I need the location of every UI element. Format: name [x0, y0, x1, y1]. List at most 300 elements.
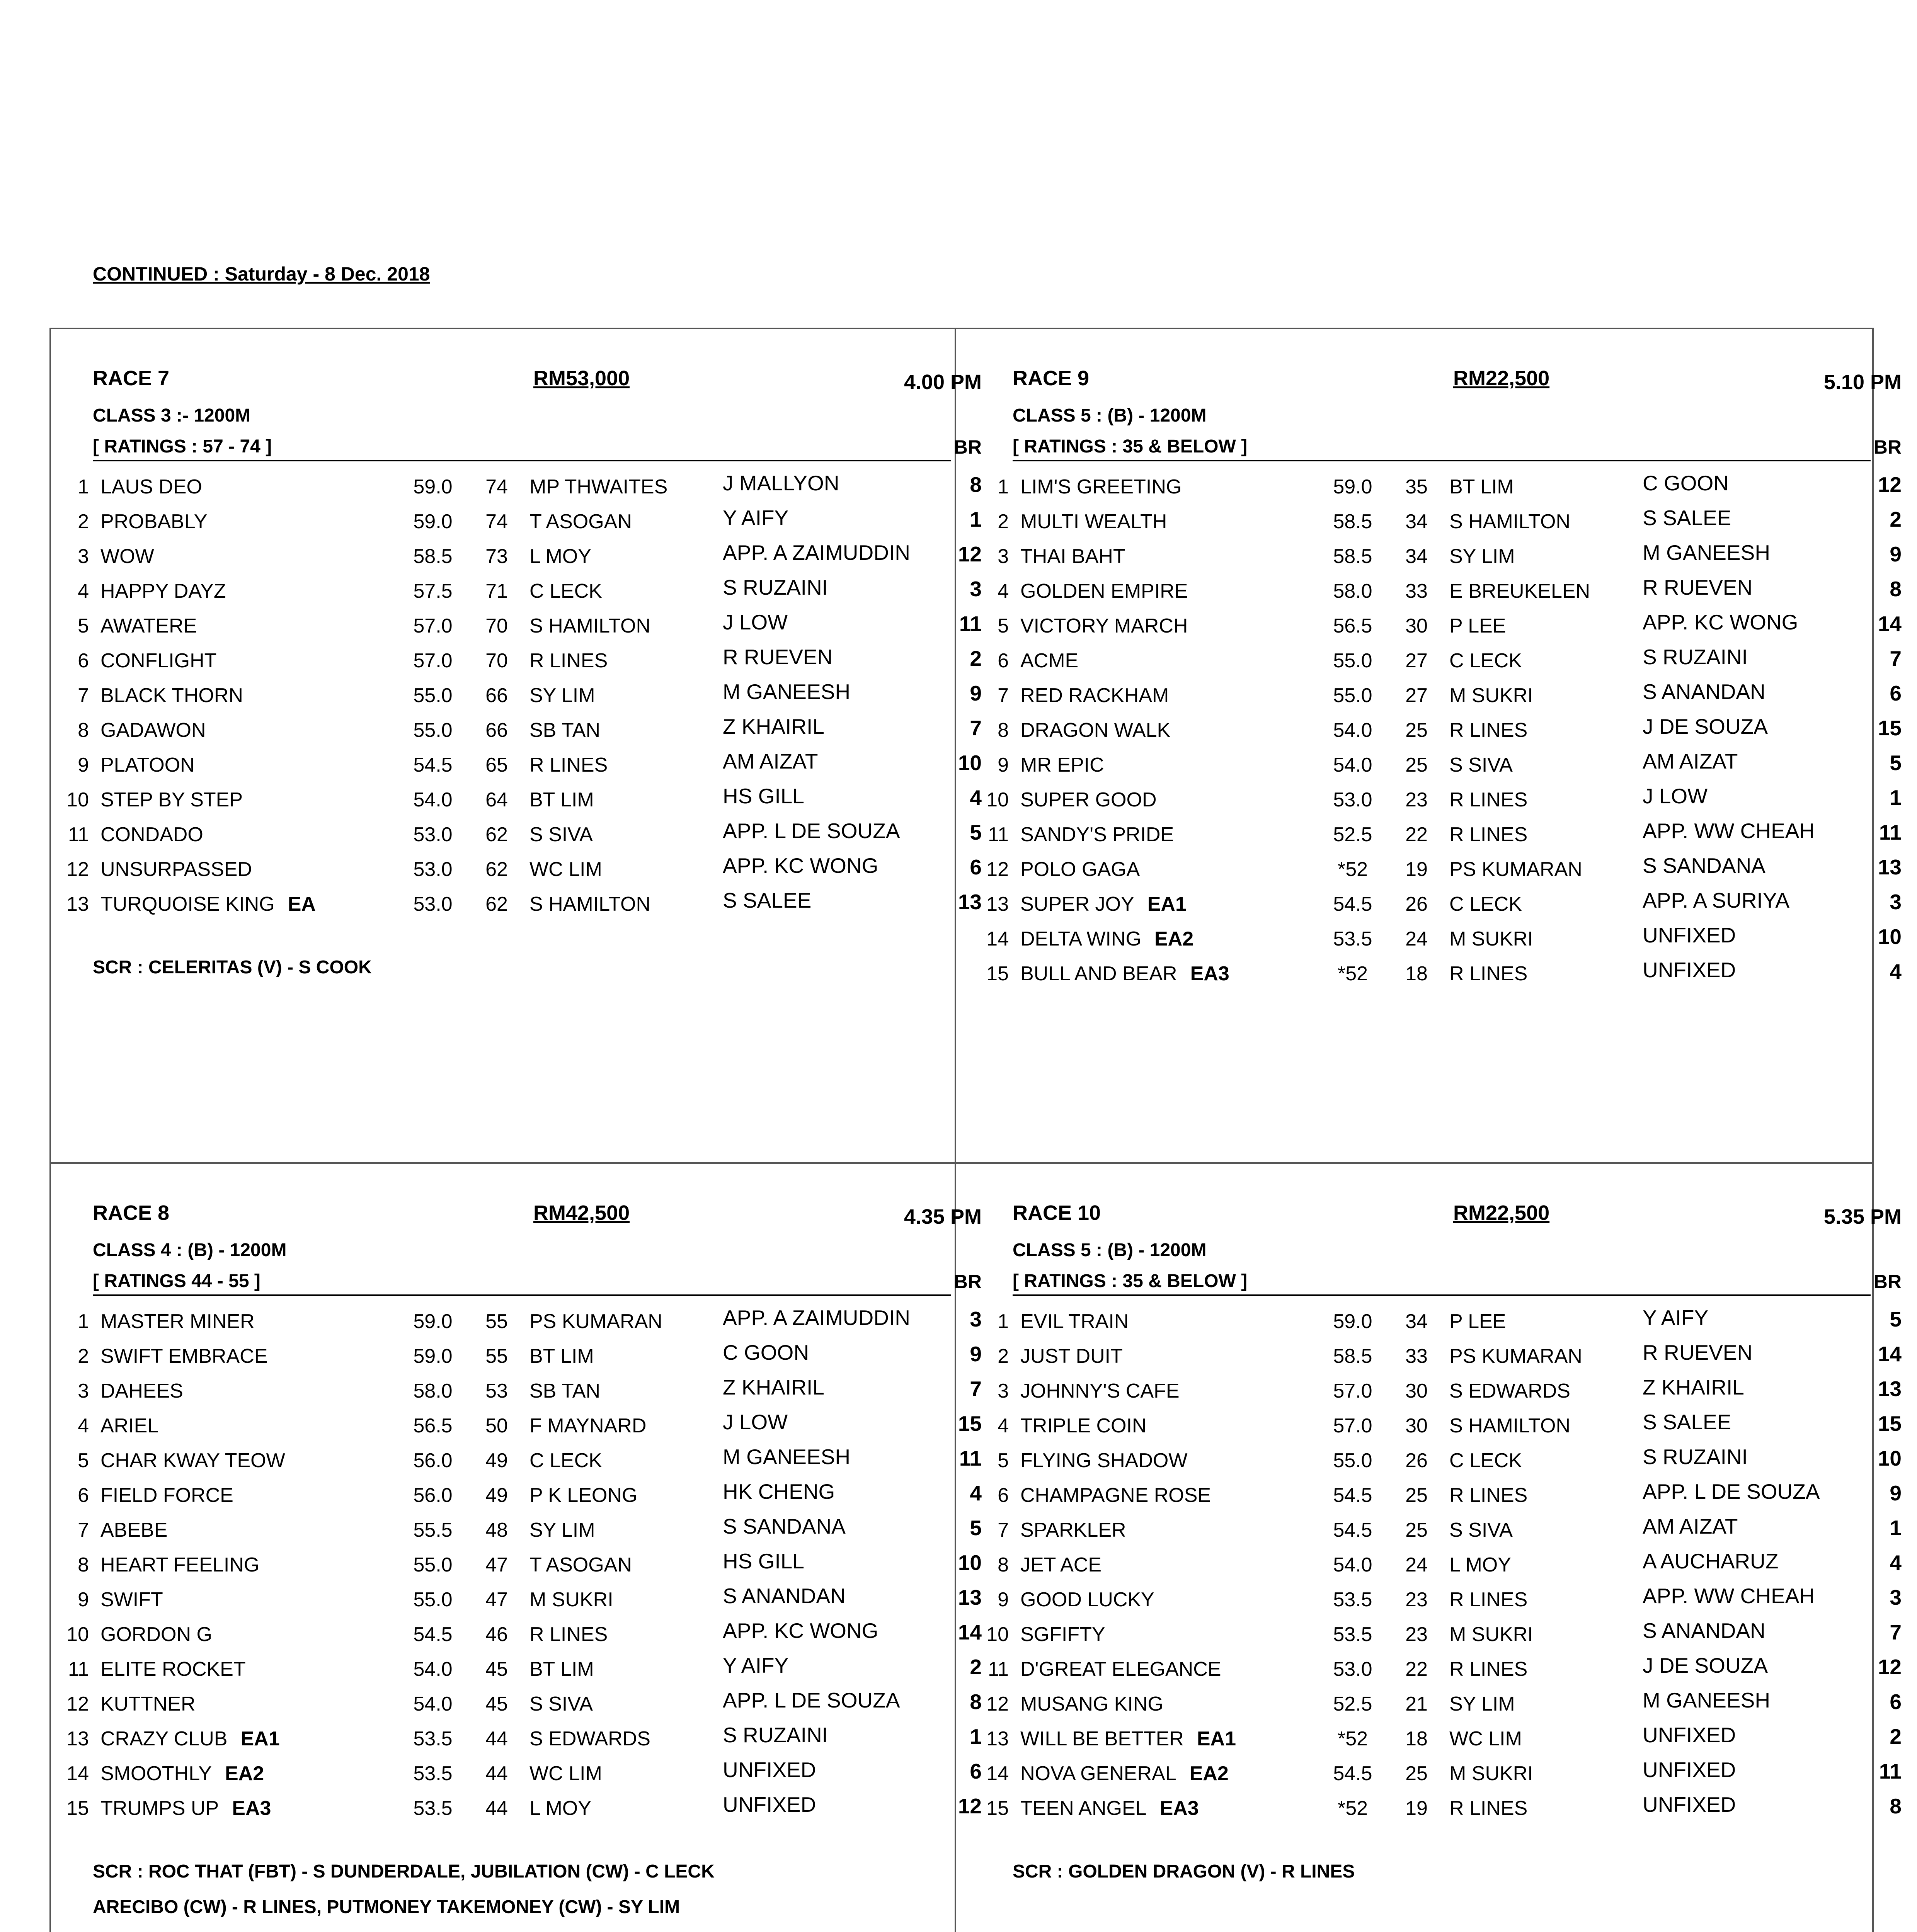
- runner-row: [58, 1479, 982, 1514]
- barrier: 10: [1878, 1446, 1902, 1470]
- horse-name-text: AWATERE: [100, 615, 197, 637]
- race-ratings: [ RATINGS : 57 - 74 ]: [93, 436, 272, 457]
- jockey: J DE SOUZA: [1643, 1653, 1768, 1677]
- barrier-column-header: BR: [1873, 1271, 1902, 1293]
- rating: 22: [1405, 1658, 1428, 1680]
- runner-row: [58, 749, 982, 784]
- rating: 33: [1405, 1345, 1428, 1367]
- horse-name-text: GOLDEN EMPIRE: [1020, 580, 1188, 602]
- runner-row: [58, 1549, 982, 1583]
- barrier: 4: [1890, 959, 1902, 983]
- barrier: 11: [959, 612, 982, 636]
- horse-name-text: SANDY'S PRIDE: [1020, 823, 1174, 846]
- barrier: 2: [1890, 1725, 1902, 1748]
- rating: 19: [1405, 1797, 1428, 1820]
- horse-name: [1020, 1692, 1163, 1716]
- runner-list: [58, 1305, 982, 1827]
- jockey: AM AIZAT: [1643, 1514, 1738, 1538]
- barrier: 4: [970, 786, 982, 810]
- rating: 23: [1405, 1623, 1428, 1646]
- horse-name-text: CONFLIGHT: [100, 650, 217, 672]
- runner-number: 4: [998, 580, 1009, 602]
- barrier: 11: [959, 1446, 982, 1470]
- jockey: R RUEVEN: [1643, 575, 1753, 599]
- horse-name: [1020, 753, 1104, 777]
- weight: 56.0: [413, 1449, 453, 1472]
- race-time: 4.00 PM: [904, 371, 982, 394]
- barrier: 15: [1878, 1412, 1902, 1435]
- rating: 45: [485, 1658, 508, 1680]
- race-title: RACE 7: [93, 367, 170, 390]
- rating: 25: [1405, 1762, 1428, 1785]
- jockey: HK CHENG: [723, 1480, 835, 1503]
- scratchings-line: SCR : GOLDEN DRAGON (V) - R LINES: [1013, 1861, 1355, 1882]
- runner-row: [978, 575, 1902, 610]
- race-title: RACE 9: [1013, 367, 1090, 390]
- trainer: S EDWARDS: [1449, 1380, 1570, 1402]
- barrier: 5: [1890, 751, 1902, 775]
- runner-row: [58, 1723, 982, 1757]
- trainer: P LEE: [1449, 615, 1506, 637]
- jockey: C GOON: [723, 1340, 809, 1364]
- barrier: 8: [970, 1690, 982, 1714]
- jockey: S SANDANA: [1643, 854, 1765, 878]
- runner-row: [58, 1653, 982, 1688]
- runner-row: [58, 853, 982, 888]
- barrier: 4: [970, 1481, 982, 1505]
- runner-row: [978, 1618, 1902, 1653]
- rating: 30: [1405, 1380, 1428, 1402]
- barrier: 14: [1878, 612, 1902, 636]
- runner-row: [58, 888, 982, 923]
- horse-name-text: KUTTNER: [100, 1693, 196, 1715]
- jockey: APP. KC WONG: [723, 854, 878, 878]
- runner-number: 9: [78, 1588, 89, 1611]
- trainer: L MOY: [529, 545, 591, 568]
- horse-name-text: THAI BAHT: [1020, 545, 1125, 568]
- horse-name: [1020, 893, 1187, 916]
- trainer: C LECK: [529, 1449, 602, 1472]
- runner-row: [58, 1375, 982, 1410]
- horse-name-text: DRAGON WALK: [1020, 719, 1171, 742]
- horse-name: [100, 1449, 285, 1472]
- horse-name: [1020, 719, 1170, 742]
- barrier: 11: [1879, 820, 1902, 844]
- trainer: S SIVA: [529, 1693, 593, 1715]
- trainer: P LEE: [1449, 1310, 1506, 1333]
- weight: 55.5: [413, 1519, 453, 1541]
- runner-row: [58, 1444, 982, 1479]
- weight: 55.0: [1333, 650, 1372, 672]
- horse-name-text: FLYING SHADOW: [1020, 1449, 1188, 1472]
- race-prize: RM53,000: [533, 367, 630, 390]
- rating: 27: [1405, 684, 1428, 707]
- barrier: 1: [1890, 1516, 1902, 1540]
- trainer: F MAYNARD: [529, 1415, 647, 1437]
- runner-number: 6: [998, 1484, 1009, 1507]
- weight: 52.5: [1333, 823, 1372, 846]
- horse-name-text: TEEN ANGEL: [1020, 1797, 1147, 1820]
- horse-name-text: GORDON G: [100, 1623, 212, 1646]
- trainer: C LECK: [529, 580, 602, 602]
- horse-name: [100, 1553, 259, 1577]
- weight: 53.5: [1333, 928, 1372, 950]
- weight: 54.0: [1333, 1554, 1372, 1576]
- rating: 47: [485, 1588, 508, 1611]
- horse-name: [100, 719, 206, 742]
- jockey: S RUZAINI: [723, 1723, 828, 1747]
- trainer: M SUKRI: [1449, 684, 1533, 707]
- runner-number: 3: [998, 545, 1009, 568]
- horse-name: [100, 1414, 158, 1437]
- rating: 73: [485, 545, 508, 568]
- runner-number: 11: [988, 1658, 1009, 1680]
- jockey: J LOW: [723, 1410, 788, 1434]
- horse-name: [100, 1379, 183, 1403]
- jockey: Y AIFY: [723, 1653, 789, 1677]
- runner-number: 6: [78, 1484, 89, 1507]
- weight: 59.0: [413, 1345, 453, 1367]
- runner-number: 13: [986, 893, 1009, 915]
- runner-row: [978, 957, 1902, 992]
- rating: 46: [485, 1623, 508, 1646]
- weight: 54.0: [413, 1693, 453, 1715]
- trainer: R LINES: [1449, 1588, 1528, 1611]
- horse-name: [100, 753, 195, 777]
- weight: 56.5: [413, 1415, 453, 1437]
- runner-row: [58, 1792, 982, 1827]
- barrier: 3: [970, 1307, 982, 1331]
- horse-name: [100, 1519, 167, 1542]
- trainer: R LINES: [1449, 1797, 1528, 1820]
- barrier: 1: [1890, 786, 1902, 810]
- weight: 57.0: [1333, 1415, 1372, 1437]
- emergency-acceptor-tag: EA1: [1147, 893, 1187, 915]
- trainer: R LINES: [1449, 963, 1528, 985]
- trainer: C LECK: [1449, 1449, 1522, 1472]
- emergency-acceptor-tag: EA3: [1159, 1797, 1199, 1820]
- rating: 44: [485, 1728, 508, 1750]
- horse-name-text: DELTA WING: [1020, 928, 1141, 950]
- trainer: PS KUMARAN: [529, 1310, 662, 1333]
- barrier: 12: [958, 542, 982, 566]
- jockey: UNFIXED: [1643, 1758, 1736, 1782]
- barrier: 2: [970, 1655, 982, 1679]
- runner-number: 12: [66, 858, 89, 881]
- jockey: S SALEE: [1643, 1410, 1731, 1434]
- rating: 21: [1405, 1693, 1428, 1715]
- jockey: R RUEVEN: [1643, 1340, 1753, 1364]
- horse-name-text: CHAMPAGNE ROSE: [1020, 1484, 1211, 1507]
- trainer: SY LIM: [1449, 1693, 1515, 1715]
- runner-number: 4: [998, 1415, 1009, 1437]
- barrier: 6: [1890, 1690, 1902, 1714]
- weight: 56.5: [1333, 615, 1372, 637]
- rating: 74: [485, 510, 508, 533]
- rating: 49: [485, 1484, 508, 1507]
- runner-number: 13: [66, 1728, 89, 1750]
- jockey: APP. A ZAIMUDDIN: [723, 541, 910, 565]
- weight: 57.0: [413, 615, 453, 637]
- jockey: J MALLYON: [723, 471, 839, 495]
- weight: 58.5: [413, 545, 453, 568]
- jockey: HS GILL: [723, 1549, 804, 1573]
- trainer: SB TAN: [529, 719, 601, 742]
- runner-number: 9: [78, 754, 89, 776]
- runner-number: 15: [986, 1797, 1009, 1820]
- horse-name: [1020, 1345, 1123, 1368]
- jockey: APP. KC WONG: [723, 1619, 878, 1643]
- header-rule: [1013, 1294, 1871, 1296]
- rating: 25: [1405, 754, 1428, 776]
- runner-row: [978, 923, 1902, 957]
- weight: *52: [1337, 858, 1368, 881]
- horse-name: [100, 858, 252, 881]
- horse-name: [1020, 1484, 1211, 1507]
- rating: 24: [1405, 1554, 1428, 1576]
- horse-name-text: BULL AND BEAR: [1020, 963, 1177, 985]
- barrier: 13: [958, 1585, 982, 1609]
- weight: 53.0: [1333, 1658, 1372, 1680]
- horse-name: [1020, 510, 1167, 533]
- trainer: WC LIM: [529, 1762, 602, 1785]
- jockey: J LOW: [723, 610, 788, 634]
- horse-name-text: SMOOTHLY: [100, 1762, 212, 1785]
- jockey: APP. WW CHEAH: [1643, 1584, 1815, 1608]
- runner-number: 10: [66, 1623, 89, 1646]
- jockey: APP. L DE SOUZA: [723, 819, 900, 843]
- weight: 53.5: [1333, 1588, 1372, 1611]
- runner-number: 9: [998, 1588, 1009, 1611]
- trainer: PS KUMARAN: [1449, 1345, 1582, 1367]
- jockey: S SANDANA: [723, 1514, 846, 1538]
- jockey: AM AIZAT: [723, 749, 818, 773]
- weight: 58.0: [413, 1380, 453, 1402]
- barrier: 3: [1890, 890, 1902, 914]
- scratchings-line: SCR : CELERITAS (V) - S COOK: [93, 957, 372, 978]
- emergency-acceptor-tag: EA2: [225, 1762, 264, 1785]
- horse-name: [100, 475, 202, 498]
- header-rule: [1013, 460, 1871, 461]
- trainer: R LINES: [1449, 789, 1528, 811]
- barrier: 1: [970, 507, 982, 531]
- runner-number: 8: [78, 1554, 89, 1576]
- rating: 35: [1405, 476, 1428, 498]
- runner-number: 14: [986, 928, 1009, 950]
- weight: 56.0: [413, 1484, 453, 1507]
- barrier: 15: [1878, 716, 1902, 740]
- horse-name: [1020, 1658, 1221, 1681]
- horse-name: [1020, 1588, 1154, 1611]
- jockey: APP. A SURIYA: [1643, 888, 1790, 912]
- rating: 49: [485, 1449, 508, 1472]
- jockey: J LOW: [1643, 784, 1708, 808]
- runner-row: [978, 1583, 1902, 1618]
- runner-number: 6: [78, 650, 89, 672]
- runner-number: 8: [78, 719, 89, 742]
- race-title: RACE 8: [93, 1201, 170, 1225]
- horse-name: [100, 1762, 264, 1785]
- jockey: Y AIFY: [1643, 1306, 1709, 1330]
- runner-number: 8: [998, 719, 1009, 742]
- horse-name: [1020, 927, 1193, 951]
- runner-number: 9: [998, 754, 1009, 776]
- jockey: Y AIFY: [723, 506, 789, 530]
- trainer: R LINES: [1449, 1658, 1528, 1680]
- weight: 55.0: [1333, 1449, 1372, 1472]
- rating: 27: [1405, 650, 1428, 672]
- barrier: 4: [1890, 1551, 1902, 1575]
- barrier: 8: [1890, 577, 1902, 601]
- horse-name-text: MR EPIC: [1020, 754, 1104, 776]
- jockey: APP. A ZAIMUDDIN: [723, 1306, 910, 1330]
- rating: 19: [1405, 858, 1428, 881]
- race-ratings: [ RATINGS : 35 & BELOW ]: [1013, 436, 1248, 457]
- horse-name: [100, 1484, 233, 1507]
- race-panel: [986, 366, 1902, 1178]
- rating: 45: [485, 1693, 508, 1715]
- runner-number: 4: [78, 1415, 89, 1437]
- barrier: 9: [970, 1342, 982, 1366]
- trainer: C LECK: [1449, 650, 1522, 672]
- rating: 34: [1405, 545, 1428, 568]
- emergency-acceptor-tag: EA2: [1189, 1762, 1229, 1785]
- barrier: 3: [1890, 1585, 1902, 1609]
- emergency-acceptor-tag: EA1: [240, 1728, 280, 1750]
- trainer: R LINES: [1449, 719, 1528, 742]
- trainer: PS KUMARAN: [1449, 858, 1582, 881]
- horse-name: [1020, 1553, 1102, 1577]
- horse-name-text: EVIL TRAIN: [1020, 1310, 1129, 1333]
- runner-number: 11: [988, 823, 1009, 846]
- horse-name: [100, 614, 197, 638]
- runner-row: [978, 853, 1902, 888]
- runner-row: [978, 505, 1902, 540]
- runner-number: 14: [66, 1762, 89, 1785]
- barrier: 7: [1890, 646, 1902, 670]
- runner-row: [978, 888, 1902, 923]
- runner-row: [978, 1757, 1902, 1792]
- horse-name-text: VICTORY MARCH: [1020, 615, 1188, 637]
- jockey: APP. L DE SOUZA: [723, 1688, 900, 1712]
- horse-name-text: HAPPY DAYZ: [100, 580, 226, 602]
- barrier: 5: [970, 1516, 982, 1540]
- horse-name: [1020, 1379, 1180, 1403]
- runner-number: 14: [986, 1762, 1009, 1785]
- horse-name-text: GADAWON: [100, 719, 206, 742]
- runner-row: [978, 1688, 1902, 1723]
- jockey: S SALEE: [1643, 506, 1731, 530]
- rating: 70: [485, 615, 508, 637]
- runner-row: [58, 610, 982, 645]
- weight: *52: [1337, 1728, 1368, 1750]
- trainer: R LINES: [529, 650, 608, 672]
- trainer: S HAMILTON: [529, 615, 651, 637]
- weight: 54.5: [413, 1623, 453, 1646]
- barrier: 6: [970, 855, 982, 879]
- rating: 62: [485, 858, 508, 881]
- barrier: 3: [970, 577, 982, 601]
- race-time: 5.10 PM: [1823, 371, 1902, 394]
- barrier: 9: [1890, 1481, 1902, 1505]
- race-class: CLASS 4 : (B) - 1200M: [93, 1240, 287, 1260]
- horse-name-text: SGFIFTY: [1020, 1623, 1105, 1646]
- barrier: 8: [1890, 1794, 1902, 1818]
- jockey: HS GILL: [723, 784, 804, 808]
- horse-name: [1020, 788, 1157, 811]
- runner-number: 6: [998, 650, 1009, 672]
- trainer: MP THWAITES: [529, 476, 668, 498]
- horse-name-text: LIM'S GREETING: [1020, 476, 1182, 498]
- runner-number: 2: [78, 510, 89, 533]
- jockey: S RUZAINI: [1643, 645, 1748, 669]
- barrier: 7: [970, 1377, 982, 1401]
- runner-row: [58, 1514, 982, 1549]
- trainer: SB TAN: [529, 1380, 601, 1402]
- horse-name-text: WILL BE BETTER: [1020, 1728, 1184, 1750]
- runner-number: 7: [998, 684, 1009, 707]
- scratchings-line: SCR : ROC THAT (FBT) - S DUNDERDALE, JUBILATION (CW) - C LECK: [93, 1861, 715, 1882]
- horse-name: [100, 823, 203, 846]
- jockey: S SALEE: [723, 888, 812, 912]
- runner-row: [58, 1340, 982, 1375]
- runner-list: [978, 471, 1902, 992]
- horse-name: [100, 1345, 267, 1368]
- weight: 55.0: [413, 1554, 453, 1576]
- runner-row: [58, 1688, 982, 1723]
- runner-number: 5: [78, 615, 89, 637]
- barrier: 6: [970, 1759, 982, 1783]
- barrier: 5: [970, 820, 982, 844]
- emergency-acceptor-tag: EA3: [1190, 963, 1229, 985]
- trainer: R LINES: [529, 1623, 608, 1646]
- runner-row: [978, 645, 1902, 679]
- barrier-column-header: BR: [953, 1271, 982, 1293]
- runner-number: 15: [66, 1797, 89, 1820]
- jockey: Z KHAIRIL: [723, 1375, 824, 1399]
- horse-name-text: RED RACKHAM: [1020, 684, 1169, 707]
- weight: 54.5: [1333, 893, 1372, 915]
- horse-name: [1020, 858, 1140, 881]
- weight: 53.0: [1333, 789, 1372, 811]
- rating: 22: [1405, 823, 1428, 846]
- horse-name-text: SWIFT EMBRACE: [100, 1345, 268, 1367]
- runner-number: 7: [78, 1519, 89, 1541]
- race-panel: [66, 1201, 982, 1932]
- runner-row: [58, 818, 982, 853]
- jockey: UNFIXED: [723, 1793, 816, 1816]
- weight: 58.5: [1333, 545, 1372, 568]
- runner-number: 5: [998, 1449, 1009, 1472]
- weight: 57.0: [1333, 1380, 1372, 1402]
- runner-number: 13: [986, 1728, 1009, 1750]
- weight: 54.5: [1333, 1519, 1372, 1541]
- weight: 58.5: [1333, 510, 1372, 533]
- rating: 34: [1405, 1310, 1428, 1333]
- jockey: APP. WW CHEAH: [1643, 819, 1815, 843]
- horse-name-text: PLATOON: [100, 754, 195, 776]
- runner-number: 11: [68, 823, 89, 846]
- runner-row: [58, 1618, 982, 1653]
- trainer: S HAMILTON: [529, 893, 651, 915]
- runner-number: 3: [78, 1380, 89, 1402]
- trainer: R LINES: [529, 754, 608, 776]
- barrier: 14: [1878, 1342, 1902, 1366]
- trainer: BT LIM: [1449, 476, 1514, 498]
- rating: 50: [485, 1415, 508, 1437]
- rating: 66: [485, 719, 508, 742]
- horse-name: [100, 1588, 163, 1611]
